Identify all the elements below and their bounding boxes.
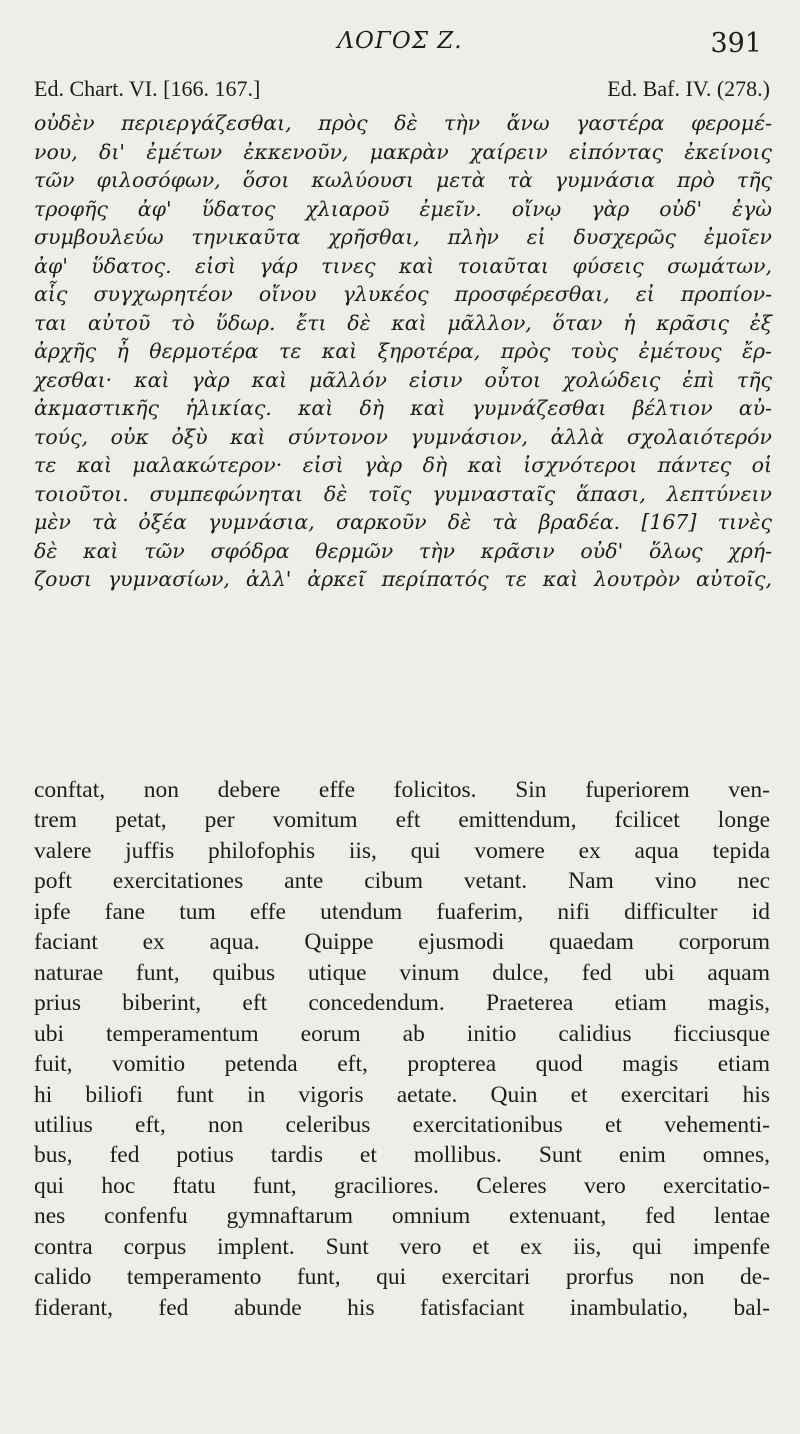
latin-text-line: qui hoc ftatu funt, graciliores. Celeres vero exercitatio- <box>34 1172 770 1199</box>
latin-text-line: calido temperamento funt, qui exercitari prorfus non de- <box>34 1264 770 1291</box>
greek-text-line: αἷς συγχωρητέον οἴνου γλυκέος προσφέρεσθαι, εἰ προπίον- <box>34 282 772 306</box>
latin-text-line: faciant ex aqua. Quippe ejusmodi quaedam corporum <box>34 929 770 956</box>
greek-text-line: τε καὶ μαλακώτερον· εἰσὶ γὰρ δὴ καὶ ἰσχνότεροι πάντες οἱ <box>34 453 772 477</box>
greek-text-line: τούς, οὐκ ὀξὺ καὶ σύντονον γυμνάσιον, ἀλλὰ σχολαιότερόν <box>34 424 772 449</box>
latin-text-line: contra corpus implent. Sunt vero et ex iis, qui impenfe <box>34 1233 770 1260</box>
latin-text-line: bus, fed potius tardis et mollibus. Sunt enim omnes, <box>34 1142 770 1169</box>
latin-text-line: ipfe fane tum effe utendum fuaferim, nifi difficulter id <box>34 898 770 925</box>
edition-reference-chartier: Ed. Chart. VI. [166. 167.] <box>34 76 261 101</box>
greek-text-line: δὲ καὶ τῶν σφόδρα θερμῶν τὴν κρᾶσιν οὐδ' ὅλως χρή- <box>34 538 772 563</box>
greek-text-line: ζουσι γυμνασίων, ἀλλ' ἀρκεῖ περίπατός τε καὶ λουτρὸν αὐτοῖς, <box>34 567 772 591</box>
latin-text-line: nes confenfu gymnaftarum omnium extenuant, fed lentae <box>34 1203 770 1230</box>
latin-text-line: poft exercitationes ante cibum vetant. Nam vino nec <box>34 868 770 895</box>
edition-reference-basel: Ed. Baf. IV. (278.) <box>607 76 770 101</box>
greek-text-block <box>34 109 772 594</box>
greek-text-line: νου, δι' ἐμέτων ἐκκενοῦν, μακρὰν χαίρειν εἰπόντας ἐκείνοις <box>34 139 772 164</box>
greek-text-line: ἀκμαστικῆς ἡλικίας. καὶ δὴ καὶ γυμνάζεσθαι βέλτιον αὐ- <box>34 396 772 420</box>
latin-translation-block <box>34 775 770 1323</box>
greek-text-line: ἀφ' ὕδατος. εἰσὶ γάρ τινες καὶ τοιαῦται φύσεις σωμάτων, <box>34 253 772 278</box>
running-title: ΛΟΓΟΣ Ζ. <box>337 28 463 54</box>
page-number: 391 <box>710 28 762 59</box>
latin-text-line: utilius eft, non celeribus exercitationibus et vehementi- <box>34 1111 770 1138</box>
edition-reference-line <box>34 76 770 102</box>
greek-text-line: οὐδὲν περιεργάζεσθαι, πρὸς δὲ τὴν ἄνω γαστέρα φερομέ- <box>34 111 772 135</box>
greek-text-line: τροφῆς ἀφ' ὕδατος χλιαροῦ ἐμεῖν. οἴνῳ γὰρ οὐδ' ἐγὼ <box>34 196 772 221</box>
latin-text-line: ubi temperamentum eorum ab initio calidius ficciusque <box>34 1020 770 1047</box>
greek-text-line: τοιοῦτοι. συμπεφώνηται δὲ τοῖς γυμνασταῖς ἅπασι, λεπτύνειν <box>34 481 772 506</box>
greek-text-line: τῶν φιλοσόφων, ὅσοι κωλύουσι μετὰ τὰ γυμνάσια πρὸ τῆς <box>34 168 772 192</box>
latin-text-line: valere juffis philofophis iis, qui vomere ex aqua tepida <box>34 837 770 864</box>
latin-text-line: trem petat, per vomitum eft emittendum, fcilicet longe <box>34 807 770 834</box>
latin-text-line: fiderant, fed abunde his fatisfaciant inambulatio, bal- <box>34 1294 770 1321</box>
latin-text-line: fuit, vomitio petenda eft, propterea quod magis etiam <box>34 1051 770 1078</box>
greek-text-line: ται αὐτοῦ τὸ ὕδωρ. ἔτι δὲ καὶ μᾶλλον, ὅταν ἡ κρᾶσις ἐξ <box>34 310 772 335</box>
greek-text-line: συμβουλεύω τηνικαῦτα χρῆσθαι, πλὴν εἰ δυσχερῶς ἐμοῖεν <box>34 225 772 249</box>
latin-text-line: conftat, non debere effe folicitos. Sin fuperiorem ven- <box>34 777 770 803</box>
latin-text-line: naturae funt, quibus utique vinum dulce, fed ubi aquam <box>34 959 770 986</box>
greek-text-line: μὲν τὰ ὀξέα γυμνάσια, σαρκοῦν δὲ τὰ βραδέα. [167] τινὲς <box>34 510 772 534</box>
greek-text-line: χεσθαι· καὶ γὰρ καὶ μᾶλλόν εἰσιν οὗτοι χολώδεις ἐπὶ τῆς <box>34 367 772 392</box>
latin-text-line: hi biliofi funt in vigoris aetate. Quin et exercitari his <box>34 1081 770 1108</box>
latin-text-line: prius biberint, eft concedendum. Praeterea etiam magis, <box>34 990 770 1017</box>
greek-text-line: ἀρχῆς ἦ θερμοτέρα τε καὶ ξηροτέρα, πρὸς τοὺς ἐμέτους ἔρ- <box>34 339 772 363</box>
